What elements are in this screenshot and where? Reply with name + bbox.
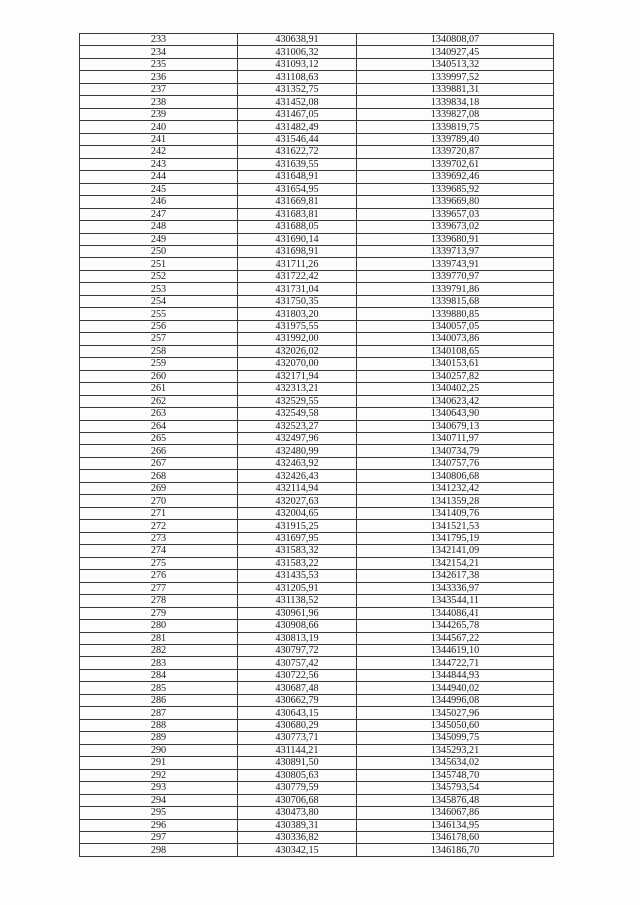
table-row — [80, 644, 554, 656]
table-row — [80, 133, 554, 145]
y-coordinate-cell: 1344996,08 — [357, 694, 554, 706]
table-row — [80, 782, 554, 794]
point-number-cell: 291 — [80, 757, 238, 769]
point-number-cell: 286 — [80, 694, 238, 706]
x-coordinate-cell: 431669,81 — [238, 196, 357, 208]
table-row — [80, 669, 554, 681]
y-coordinate-cell: 1345634,02 — [357, 757, 554, 769]
point-number-cell: 237 — [80, 83, 238, 95]
table-row — [80, 470, 554, 482]
point-number-cell: 275 — [80, 557, 238, 569]
table-row — [80, 308, 554, 320]
x-coordinate-cell: 430779,59 — [238, 782, 357, 794]
point-number-cell: 270 — [80, 495, 238, 507]
x-coordinate-cell: 432004,65 — [238, 507, 357, 519]
x-coordinate-cell: 431467,05 — [238, 108, 357, 120]
y-coordinate-cell: 1344086,41 — [357, 607, 554, 619]
point-number-cell: 258 — [80, 345, 238, 357]
table-row — [80, 532, 554, 544]
x-coordinate-cell: 430389,31 — [238, 819, 357, 831]
x-coordinate-cell: 431688,05 — [238, 221, 357, 233]
x-coordinate-cell: 431546,44 — [238, 133, 357, 145]
x-coordinate-cell: 431697,95 — [238, 532, 357, 544]
y-coordinate-cell: 1339880,85 — [357, 308, 554, 320]
table-row — [80, 557, 554, 569]
point-number-cell: 290 — [80, 744, 238, 756]
y-coordinate-cell: 1342617,38 — [357, 570, 554, 582]
x-coordinate-cell: 431803,20 — [238, 308, 357, 320]
y-coordinate-cell: 1340108,65 — [357, 345, 554, 357]
point-number-cell: 263 — [80, 408, 238, 420]
coordinates-table — [79, 33, 554, 857]
y-coordinate-cell: 1346134,95 — [357, 819, 554, 831]
point-number-cell: 235 — [80, 58, 238, 70]
coordinates-table-body — [80, 34, 554, 857]
point-number-cell: 264 — [80, 420, 238, 432]
table-row — [80, 457, 554, 469]
y-coordinate-cell: 1345793,54 — [357, 782, 554, 794]
y-coordinate-cell: 1345293,21 — [357, 744, 554, 756]
x-coordinate-cell: 432171,94 — [238, 370, 357, 382]
point-number-cell: 262 — [80, 395, 238, 407]
point-number-cell: 269 — [80, 482, 238, 494]
y-coordinate-cell: 1340927,45 — [357, 46, 554, 58]
table-row — [80, 607, 554, 619]
y-coordinate-cell: 1344844,93 — [357, 669, 554, 681]
point-number-cell: 288 — [80, 719, 238, 731]
y-coordinate-cell: 1340402,25 — [357, 383, 554, 395]
point-number-cell: 287 — [80, 707, 238, 719]
y-coordinate-cell: 1340643,90 — [357, 408, 554, 420]
point-number-cell: 259 — [80, 358, 238, 370]
table-row — [80, 657, 554, 669]
y-coordinate-cell: 1344265,78 — [357, 620, 554, 632]
y-coordinate-cell: 1340513,32 — [357, 58, 554, 70]
table-row — [80, 620, 554, 632]
point-number-cell: 277 — [80, 582, 238, 594]
point-number-cell: 243 — [80, 158, 238, 170]
x-coordinate-cell: 430687,48 — [238, 682, 357, 694]
y-coordinate-cell: 1343336,97 — [357, 582, 554, 594]
table-row — [80, 270, 554, 282]
x-coordinate-cell: 430638,91 — [238, 34, 357, 46]
table-row — [80, 694, 554, 706]
x-coordinate-cell: 431352,75 — [238, 83, 357, 95]
x-coordinate-cell: 432313,21 — [238, 383, 357, 395]
table-row — [80, 582, 554, 594]
y-coordinate-cell: 1346186,70 — [357, 844, 554, 856]
table-row — [80, 233, 554, 245]
y-coordinate-cell: 1339692,46 — [357, 171, 554, 183]
x-coordinate-cell: 431683,81 — [238, 208, 357, 220]
x-coordinate-cell: 431205,91 — [238, 582, 357, 594]
table-row — [80, 757, 554, 769]
table-row — [80, 832, 554, 844]
x-coordinate-cell: 431006,32 — [238, 46, 357, 58]
point-number-cell: 254 — [80, 295, 238, 307]
table-row — [80, 333, 554, 345]
table-row — [80, 732, 554, 744]
y-coordinate-cell: 1339789,40 — [357, 133, 554, 145]
table-row — [80, 258, 554, 270]
y-coordinate-cell: 1345099,75 — [357, 732, 554, 744]
x-coordinate-cell: 431452,08 — [238, 96, 357, 108]
point-number-cell: 251 — [80, 258, 238, 270]
table-row — [80, 370, 554, 382]
point-number-cell: 245 — [80, 183, 238, 195]
y-coordinate-cell: 1340711,97 — [357, 433, 554, 445]
x-coordinate-cell: 432549,58 — [238, 408, 357, 420]
point-number-cell: 284 — [80, 669, 238, 681]
point-number-cell: 283 — [80, 657, 238, 669]
table-row — [80, 46, 554, 58]
point-number-cell: 257 — [80, 333, 238, 345]
point-number-cell: 271 — [80, 507, 238, 519]
x-coordinate-cell: 430722,56 — [238, 669, 357, 681]
point-number-cell: 253 — [80, 283, 238, 295]
y-coordinate-cell: 1345748,70 — [357, 769, 554, 781]
point-number-cell: 261 — [80, 383, 238, 395]
table-row — [80, 445, 554, 457]
y-coordinate-cell: 1340153,61 — [357, 358, 554, 370]
table-row — [80, 545, 554, 557]
point-number-cell: 281 — [80, 632, 238, 644]
point-number-cell: 256 — [80, 320, 238, 332]
table-row — [80, 819, 554, 831]
table-row — [80, 320, 554, 332]
y-coordinate-cell: 1340257,82 — [357, 370, 554, 382]
table-row — [80, 295, 554, 307]
x-coordinate-cell: 430342,15 — [238, 844, 357, 856]
x-coordinate-cell: 432426,43 — [238, 470, 357, 482]
table-row — [80, 794, 554, 806]
table-row — [80, 682, 554, 694]
y-coordinate-cell: 1339702,61 — [357, 158, 554, 170]
point-number-cell: 260 — [80, 370, 238, 382]
y-coordinate-cell: 1339819,75 — [357, 121, 554, 133]
point-number-cell: 233 — [80, 34, 238, 46]
table-row — [80, 58, 554, 70]
y-coordinate-cell: 1340679,13 — [357, 420, 554, 432]
x-coordinate-cell: 430757,42 — [238, 657, 357, 669]
x-coordinate-cell: 430805,63 — [238, 769, 357, 781]
point-number-cell: 285 — [80, 682, 238, 694]
y-coordinate-cell: 1339997,52 — [357, 71, 554, 83]
table-row — [80, 83, 554, 95]
table-row — [80, 495, 554, 507]
table-row — [80, 146, 554, 158]
x-coordinate-cell: 431144,21 — [238, 744, 357, 756]
point-number-cell: 292 — [80, 769, 238, 781]
y-coordinate-cell: 1339827,08 — [357, 108, 554, 120]
point-number-cell: 274 — [80, 545, 238, 557]
y-coordinate-cell: 1340073,86 — [357, 333, 554, 345]
x-coordinate-cell: 431690,14 — [238, 233, 357, 245]
x-coordinate-cell: 432026,02 — [238, 345, 357, 357]
table-row — [80, 34, 554, 46]
y-coordinate-cell: 1340734,79 — [357, 445, 554, 457]
x-coordinate-cell: 430473,80 — [238, 807, 357, 819]
y-coordinate-cell: 1341795,19 — [357, 532, 554, 544]
table-row — [80, 221, 554, 233]
point-number-cell: 280 — [80, 620, 238, 632]
x-coordinate-cell: 431648,91 — [238, 171, 357, 183]
point-number-cell: 252 — [80, 270, 238, 282]
x-coordinate-cell: 431482,49 — [238, 121, 357, 133]
point-number-cell: 240 — [80, 121, 238, 133]
point-number-cell: 255 — [80, 308, 238, 320]
x-coordinate-cell: 430908,66 — [238, 620, 357, 632]
x-coordinate-cell: 430643,15 — [238, 707, 357, 719]
x-coordinate-cell: 431975,55 — [238, 320, 357, 332]
point-number-cell: 293 — [80, 782, 238, 794]
x-coordinate-cell: 430813,19 — [238, 632, 357, 644]
table-row — [80, 570, 554, 582]
x-coordinate-cell: 430662,79 — [238, 694, 357, 706]
y-coordinate-cell: 1339713,97 — [357, 245, 554, 257]
x-coordinate-cell: 430891,50 — [238, 757, 357, 769]
x-coordinate-cell: 430706,68 — [238, 794, 357, 806]
y-coordinate-cell: 1339743,91 — [357, 258, 554, 270]
table-row — [80, 744, 554, 756]
x-coordinate-cell: 430961,96 — [238, 607, 357, 619]
y-coordinate-cell: 1340057,05 — [357, 320, 554, 332]
table-row — [80, 433, 554, 445]
y-coordinate-cell: 1339791,86 — [357, 283, 554, 295]
table-row — [80, 707, 554, 719]
y-coordinate-cell: 1345876,48 — [357, 794, 554, 806]
table-row — [80, 183, 554, 195]
table-row — [80, 520, 554, 532]
table-row — [80, 507, 554, 519]
point-number-cell: 296 — [80, 819, 238, 831]
x-coordinate-cell: 430773,71 — [238, 732, 357, 744]
x-coordinate-cell: 431992,00 — [238, 333, 357, 345]
y-coordinate-cell: 1342154,21 — [357, 557, 554, 569]
y-coordinate-cell: 1342141,09 — [357, 545, 554, 557]
x-coordinate-cell: 431435,53 — [238, 570, 357, 582]
point-number-cell: 276 — [80, 570, 238, 582]
y-coordinate-cell: 1340808,07 — [357, 34, 554, 46]
table-row — [80, 358, 554, 370]
table-row — [80, 420, 554, 432]
point-number-cell: 247 — [80, 208, 238, 220]
y-coordinate-cell: 1340623,42 — [357, 395, 554, 407]
table-row — [80, 632, 554, 644]
y-coordinate-cell: 1346178,60 — [357, 832, 554, 844]
y-coordinate-cell: 1343544,11 — [357, 595, 554, 607]
y-coordinate-cell: 1339657,03 — [357, 208, 554, 220]
x-coordinate-cell: 431138,52 — [238, 595, 357, 607]
y-coordinate-cell: 1339834,18 — [357, 96, 554, 108]
x-coordinate-cell: 431750,35 — [238, 295, 357, 307]
table-row — [80, 807, 554, 819]
point-number-cell: 250 — [80, 245, 238, 257]
y-coordinate-cell: 1341521,53 — [357, 520, 554, 532]
point-number-cell: 289 — [80, 732, 238, 744]
point-number-cell: 249 — [80, 233, 238, 245]
y-coordinate-cell: 1344619,10 — [357, 644, 554, 656]
y-coordinate-cell: 1339720,87 — [357, 146, 554, 158]
point-number-cell: 268 — [80, 470, 238, 482]
table-row — [80, 196, 554, 208]
y-coordinate-cell: 1346067,86 — [357, 807, 554, 819]
table-row — [80, 171, 554, 183]
x-coordinate-cell: 432497,96 — [238, 433, 357, 445]
table-row — [80, 96, 554, 108]
y-coordinate-cell: 1340806,68 — [357, 470, 554, 482]
x-coordinate-cell: 430336,82 — [238, 832, 357, 844]
point-number-cell: 239 — [80, 108, 238, 120]
y-coordinate-cell: 1339685,92 — [357, 183, 554, 195]
x-coordinate-cell: 432114,94 — [238, 482, 357, 494]
x-coordinate-cell: 432529,55 — [238, 395, 357, 407]
x-coordinate-cell: 431583,32 — [238, 545, 357, 557]
x-coordinate-cell: 432027,63 — [238, 495, 357, 507]
table-row — [80, 71, 554, 83]
y-coordinate-cell: 1339673,02 — [357, 221, 554, 233]
y-coordinate-cell: 1339770,97 — [357, 270, 554, 282]
y-coordinate-cell: 1341409,76 — [357, 507, 554, 519]
y-coordinate-cell: 1341359,28 — [357, 495, 554, 507]
x-coordinate-cell: 431722,42 — [238, 270, 357, 282]
x-coordinate-cell: 431731,04 — [238, 283, 357, 295]
table-row — [80, 408, 554, 420]
table-row — [80, 844, 554, 856]
x-coordinate-cell: 432523,27 — [238, 420, 357, 432]
x-coordinate-cell: 431639,55 — [238, 158, 357, 170]
point-number-cell: 278 — [80, 595, 238, 607]
y-coordinate-cell: 1344722,71 — [357, 657, 554, 669]
y-coordinate-cell: 1339881,31 — [357, 83, 554, 95]
table-row — [80, 345, 554, 357]
table-row — [80, 719, 554, 731]
y-coordinate-cell: 1345027,96 — [357, 707, 554, 719]
table-row — [80, 383, 554, 395]
x-coordinate-cell: 431622,72 — [238, 146, 357, 158]
table-row — [80, 108, 554, 120]
point-number-cell: 265 — [80, 433, 238, 445]
point-number-cell: 282 — [80, 644, 238, 656]
table-row — [80, 208, 554, 220]
x-coordinate-cell: 431093,12 — [238, 58, 357, 70]
point-number-cell: 266 — [80, 445, 238, 457]
table-row — [80, 245, 554, 257]
point-number-cell: 238 — [80, 96, 238, 108]
x-coordinate-cell: 431915,25 — [238, 520, 357, 532]
x-coordinate-cell: 430680,29 — [238, 719, 357, 731]
x-coordinate-cell: 432070,00 — [238, 358, 357, 370]
point-number-cell: 248 — [80, 221, 238, 233]
y-coordinate-cell: 1344567,22 — [357, 632, 554, 644]
point-number-cell: 236 — [80, 71, 238, 83]
table-row — [80, 769, 554, 781]
x-coordinate-cell: 431108,63 — [238, 71, 357, 83]
x-coordinate-cell: 431711,26 — [238, 258, 357, 270]
y-coordinate-cell: 1341232,42 — [357, 482, 554, 494]
table-row — [80, 395, 554, 407]
x-coordinate-cell: 432463,92 — [238, 457, 357, 469]
table-row — [80, 121, 554, 133]
x-coordinate-cell: 431698,91 — [238, 245, 357, 257]
point-number-cell: 241 — [80, 133, 238, 145]
point-number-cell: 279 — [80, 607, 238, 619]
point-number-cell: 246 — [80, 196, 238, 208]
y-coordinate-cell: 1345050,60 — [357, 719, 554, 731]
y-coordinate-cell: 1340757,76 — [357, 457, 554, 469]
y-coordinate-cell: 1339669,80 — [357, 196, 554, 208]
point-number-cell: 273 — [80, 532, 238, 544]
x-coordinate-cell: 431583,22 — [238, 557, 357, 569]
point-number-cell: 267 — [80, 457, 238, 469]
x-coordinate-cell: 432480,99 — [238, 445, 357, 457]
point-number-cell: 294 — [80, 794, 238, 806]
x-coordinate-cell: 430797,72 — [238, 644, 357, 656]
table-row — [80, 158, 554, 170]
point-number-cell: 244 — [80, 171, 238, 183]
y-coordinate-cell: 1344940,02 — [357, 682, 554, 694]
point-number-cell: 272 — [80, 520, 238, 532]
x-coordinate-cell: 431654,95 — [238, 183, 357, 195]
table-row — [80, 595, 554, 607]
point-number-cell: 297 — [80, 832, 238, 844]
y-coordinate-cell: 1339680,91 — [357, 233, 554, 245]
point-number-cell: 298 — [80, 844, 238, 856]
table-row — [80, 283, 554, 295]
y-coordinate-cell: 1339815,68 — [357, 295, 554, 307]
point-number-cell: 234 — [80, 46, 238, 58]
point-number-cell: 242 — [80, 146, 238, 158]
point-number-cell: 295 — [80, 807, 238, 819]
table-row — [80, 482, 554, 494]
